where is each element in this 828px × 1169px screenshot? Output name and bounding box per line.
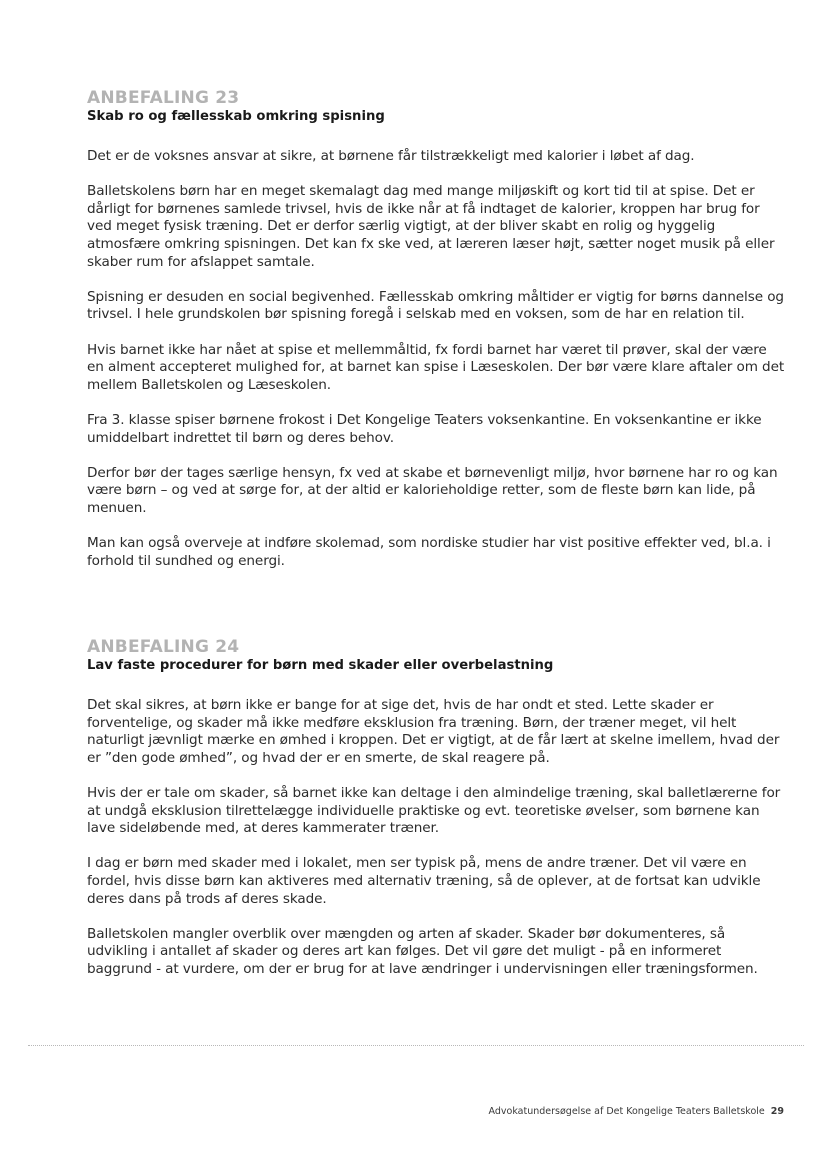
- footer-text: Advokatundersøgelse af Det Kongelige Teaters Balletskole: [488, 1106, 765, 1117]
- page-footer: [489, 1106, 784, 1117]
- paragraph: Derfor bør der tages særlige hensyn, fx ved at skabe et børnevenligt miljø, hvor børnene har ro og kan være børn – og ved at sørge for, at der altid er kalorieholdige retter, som de fleste børn kan lide, på menuen.: [87, 464, 778, 516]
- paragraph: Man kan også overveje at indføre skolemad, som nordiske studier har vist positive effekter ved, bl.a. i forhold til sundhed og energi.: [87, 535, 771, 569]
- paragraph: Fra 3. klasse spiser børnene frokost i Det Kongelige Teaters voksenkantine. En voksenkantine er ikke umiddelbart indrettet til børn og deres behov.: [87, 411, 762, 446]
- recommendation-subheading: Lav faste procedurer for børn med skader eller overbelastning: [87, 658, 554, 673]
- paragraph: Det skal sikres, at børn ikke er bange for at sige det, hvis de har ondt et sted. Lette skader er forventelige, og skader må ikke medføre eksklusion fra træning. Børn, der træner meget, vil helt naturligt jævnligt mærke en ømhed i kroppen. Det er vigtigt, at de får lært at skelne imellem, hvad der er ”den gode ømhed”, og hvad der er en smerte, de skal reagere på.: [87, 697, 780, 766]
- recommendation-24: [87, 637, 787, 996]
- paragraph: Balletskolen mangler overblik over mængden og arten af skader. Skader bør dokumenteres, så udvikling i antallet af skader og deres art kan følges. Det vil gøre det muligt - på en informeret baggrund - at vurdere, om der er brug for at lave ændringer i undervisningen eller træningsformen.: [87, 925, 758, 977]
- paragraph: Hvis barnet ikke har nået at spise et mellemmåltid, fx fordi barnet har været til prøver, skal der være en alment accepteret mulighed for, at barnet kan spise i Læseskolen. Der bør være klare aftaler om det mellem Balletskolen og Læseskolen.: [87, 341, 785, 393]
- page-number: 29: [770, 1106, 784, 1117]
- recommendation-23: [87, 88, 787, 588]
- recommendation-heading: ANBEFALING 24: [87, 637, 240, 657]
- recommendation-heading: ANBEFALING 23: [87, 88, 240, 108]
- paragraph: I dag er børn med skader med i lokalet, men ser typisk på, mens de andre træner. Det vil være en fordel, hvis disse børn kan aktiveres med alternativ træning, så de oplever, at de fortsat kan udvikle deres dans på trods af deres skade.: [87, 855, 761, 907]
- paragraph: Hvis der er tale om skader, så barnet ikke kan deltage i den almindelige træning, skal balletlærerne for at undgå eksklusion tilrettelægge individuelle praktiske og evt. teoretiske øvelser, som børnene kan lave sideløbende med, at deres kammerater træner.: [87, 784, 781, 837]
- paragraph: Balletskolens børn har en meget skemalagt dag med mange miljøskift og kort tid til at spise. Det er dårligt for børnenes samlede trivsel, hvis de ikke når at få indtaget de kalorier, kroppen har brug for ved meget fysisk træning. Det er derfor særlig vigtigt, at der bliver skabt en rolig og hyggelig atmosfære omkring spisningen. Det kan fx ske ved, at læreren læser højt, sætter noget musik på eller skaber rum for afslappet samtale.: [87, 183, 775, 270]
- paragraph: Spisning er desuden en social begivenhed. Fællesskab omkring måltider er vigtig for børns dannelse og trivsel. I hele grundskolen bør spisning foregå i selskab med en voksen, som de har en relation til.: [87, 288, 784, 323]
- footer-divider: [28, 1045, 804, 1046]
- recommendation-subheading: Skab ro og fællesskab omkring spisning: [87, 109, 385, 124]
- paragraph: Det er de voksnes ansvar at sikre, at børnene får tilstrækkeligt med kalorier i løbet af dag.: [87, 148, 695, 164]
